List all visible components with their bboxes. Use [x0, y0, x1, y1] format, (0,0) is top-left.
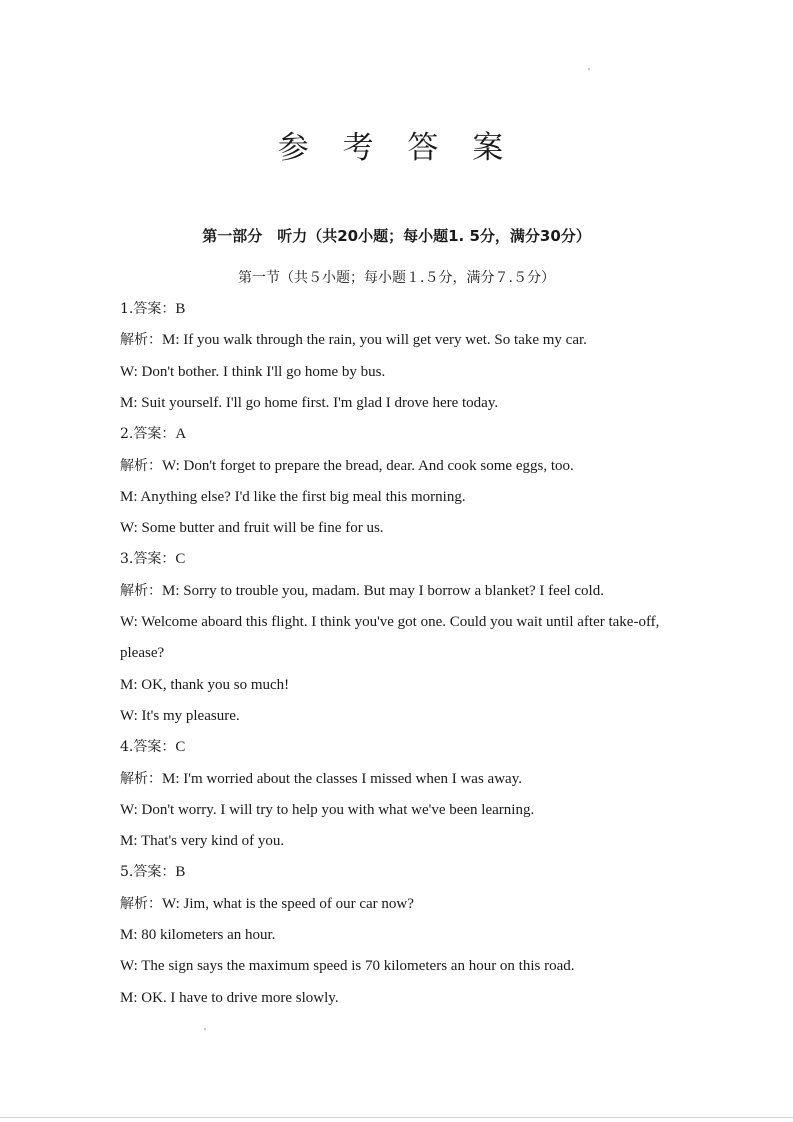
answer-line — [120, 299, 710, 319]
line-text: A — [175, 426, 187, 443]
line-prefix: 解析： — [120, 457, 162, 474]
line-text: W: Some butter and fruit will be fine for us. — [120, 520, 384, 537]
dialogue-line — [120, 393, 710, 413]
analysis-line — [120, 894, 710, 914]
dialogue-line — [120, 675, 710, 695]
line-text: B — [175, 301, 186, 317]
line-text: W: It's my pleasure. — [120, 707, 240, 724]
line-prefix: 解析： — [120, 332, 162, 349]
dialogue-line — [120, 800, 710, 820]
line-prefix: 解析： — [120, 895, 162, 912]
line-text: W: Welcome aboard this flight. I think you've got one. Could you wait until after take-off, — [120, 614, 660, 630]
dialogue-line — [120, 362, 710, 382]
line-text: M: 80 kilometers an hour. — [120, 927, 276, 943]
line-text: W: The sign says the maximum speed is 70 kilometers an hour on this road. — [120, 958, 575, 975]
line-text: M: If you walk through the rain, you will get very wet. So take my car. — [162, 332, 587, 349]
line-text: M: Sorry to trouble you, madam. But may I borrow a blanket? I feel cold. — [162, 582, 604, 599]
dialogue-line — [120, 643, 710, 663]
dialogue-line — [120, 988, 710, 1008]
part-heading: 第一部分 听力（共20小题；每小题1. 5分，满分30分） — [202, 227, 591, 245]
dialogue-line — [120, 956, 710, 976]
dialogue-line — [120, 831, 710, 851]
line-text: B — [175, 864, 186, 881]
line-text: W: Don't worry. I will try to help you with what we've been learning. — [120, 801, 535, 818]
dialogue-line — [120, 612, 710, 632]
analysis-line — [120, 769, 710, 789]
answer-line — [120, 737, 710, 757]
line-text: C — [175, 551, 186, 568]
page-bottom-edge — [0, 1117, 793, 1118]
answer-line — [120, 549, 710, 569]
line-prefix: 5.答案： — [120, 864, 176, 881]
analysis-line — [120, 456, 710, 476]
scan-speck — [588, 68, 590, 70]
line-text: W: Don't forget to prepare the bread, dear. And cook some eggs, too. — [162, 457, 574, 474]
line-prefix: 4.答案： — [120, 739, 176, 756]
line-text: M: That's very kind of you. — [120, 833, 285, 850]
scan-speck — [204, 1028, 206, 1030]
line-text: M: I'm worried about the classes I missed when I was away. — [162, 770, 522, 787]
line-prefix: 2.答案： — [120, 426, 176, 443]
answer-line — [120, 862, 710, 882]
line-text: M: Suit yourself. I'll go home first. I'm glad I drove here today. — [120, 394, 499, 411]
line-text: M: OK. I have to drive more slowly. — [120, 989, 339, 1006]
line-text: please? — [120, 645, 165, 662]
line-text: M: Anything else? I'd like the first big meal this morning. — [120, 488, 466, 505]
line-prefix: 解析： — [120, 582, 162, 599]
dialogue-line — [120, 518, 710, 538]
line-text: W: Don't bother. I think I'll go home by bus. — [120, 363, 386, 380]
line-prefix: 1.答案： — [120, 301, 176, 317]
section-heading: 第一节（共５小题；每小题１.５分，满分７.５分） — [238, 270, 555, 286]
line-text: M: OK, thank you so much! — [120, 676, 290, 693]
dialogue-line — [120, 925, 710, 945]
page-title: 参 考 答 案 — [277, 130, 516, 166]
analysis-line — [120, 581, 710, 601]
dialogue-line — [120, 706, 710, 726]
answer-line — [120, 424, 710, 444]
line-text: W: Jim, what is the speed of our car now? — [162, 895, 414, 912]
line-prefix: 解析： — [120, 770, 162, 787]
analysis-line — [120, 330, 710, 350]
line-prefix: 3.答案： — [120, 551, 176, 568]
dialogue-line — [120, 487, 710, 507]
line-text: C — [175, 739, 186, 756]
